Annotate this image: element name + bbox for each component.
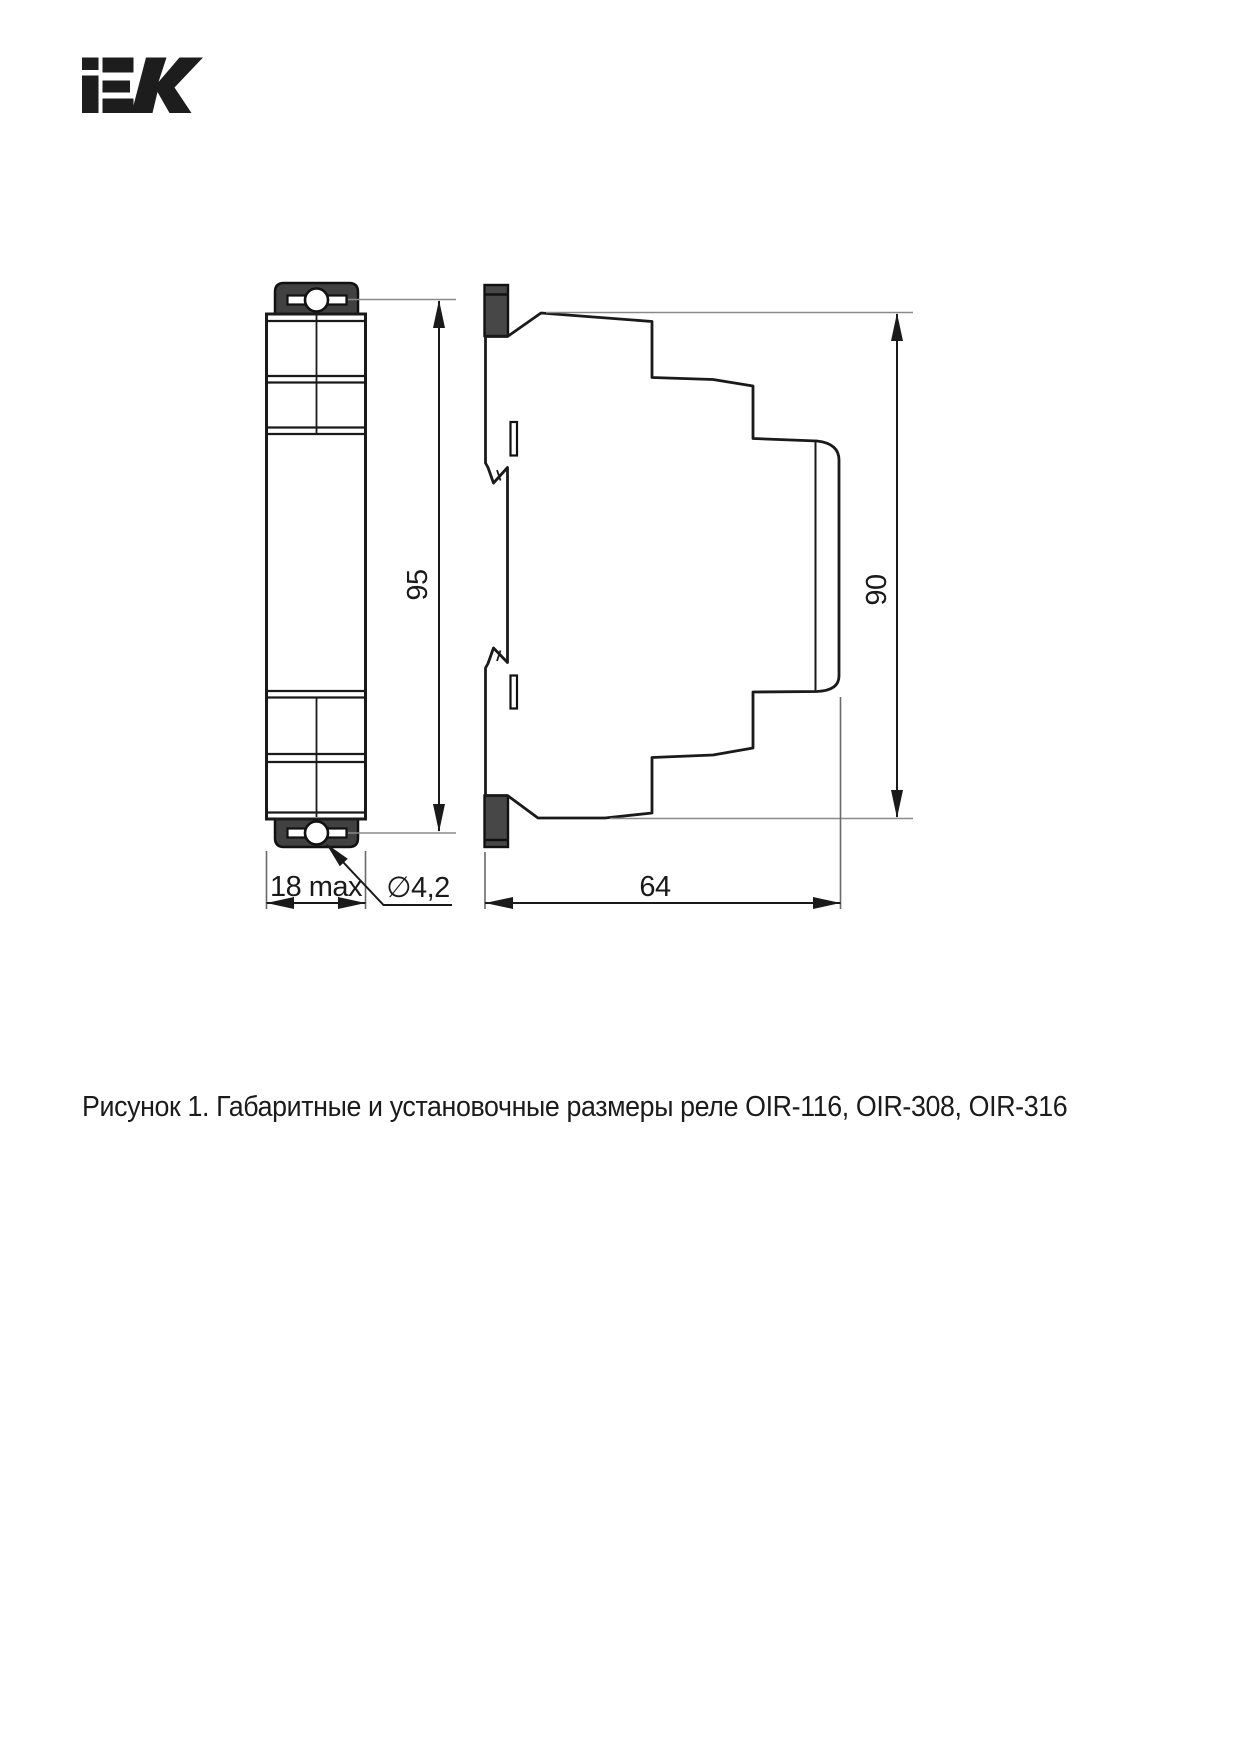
dimension-64-arrow-left [485, 897, 513, 909]
dimension-18max [267, 851, 366, 909]
front-view [267, 283, 366, 847]
dimension-95-arrow-up [433, 300, 445, 328]
dimension-95-arrow-down [433, 804, 445, 832]
side-view [485, 285, 840, 847]
side-bottom-clip [485, 796, 509, 848]
front-bottom-hole [305, 822, 328, 845]
front-top-hole [305, 289, 328, 312]
side-top-clip [485, 285, 509, 336]
dimension-90-arrow-up [891, 313, 903, 341]
logo-e-bottom-bar [103, 99, 134, 114]
logo-e-mid-bar [103, 81, 131, 93]
logo-i-stem [82, 76, 99, 114]
hole-diameter-label: ∅4,2 [386, 872, 450, 904]
din-tooth-detail-lines [497, 470, 501, 661]
dimension-64-label: 64 [639, 871, 671, 903]
side-bottom-slot [511, 676, 518, 709]
figure-caption: Рисунок 1. Габаритные и установочные размеры реле OIR-116, OIR-308, OIR-316 [82, 1091, 1068, 1123]
dimension-64-arrow-right [813, 897, 841, 909]
logo-k [132, 58, 204, 114]
dimension-90-arrow-down [891, 790, 903, 818]
logo-i-dot [82, 58, 99, 71]
dimension-95-label: 95 [402, 569, 434, 601]
dimension-90-label: 90 [861, 574, 893, 606]
logo-e-top-bar [103, 58, 134, 73]
iek-logo [82, 58, 203, 114]
dimension-18max-label: 18 max [269, 871, 363, 903]
side-top-slot [511, 422, 518, 456]
side-profile-outline [486, 313, 840, 818]
